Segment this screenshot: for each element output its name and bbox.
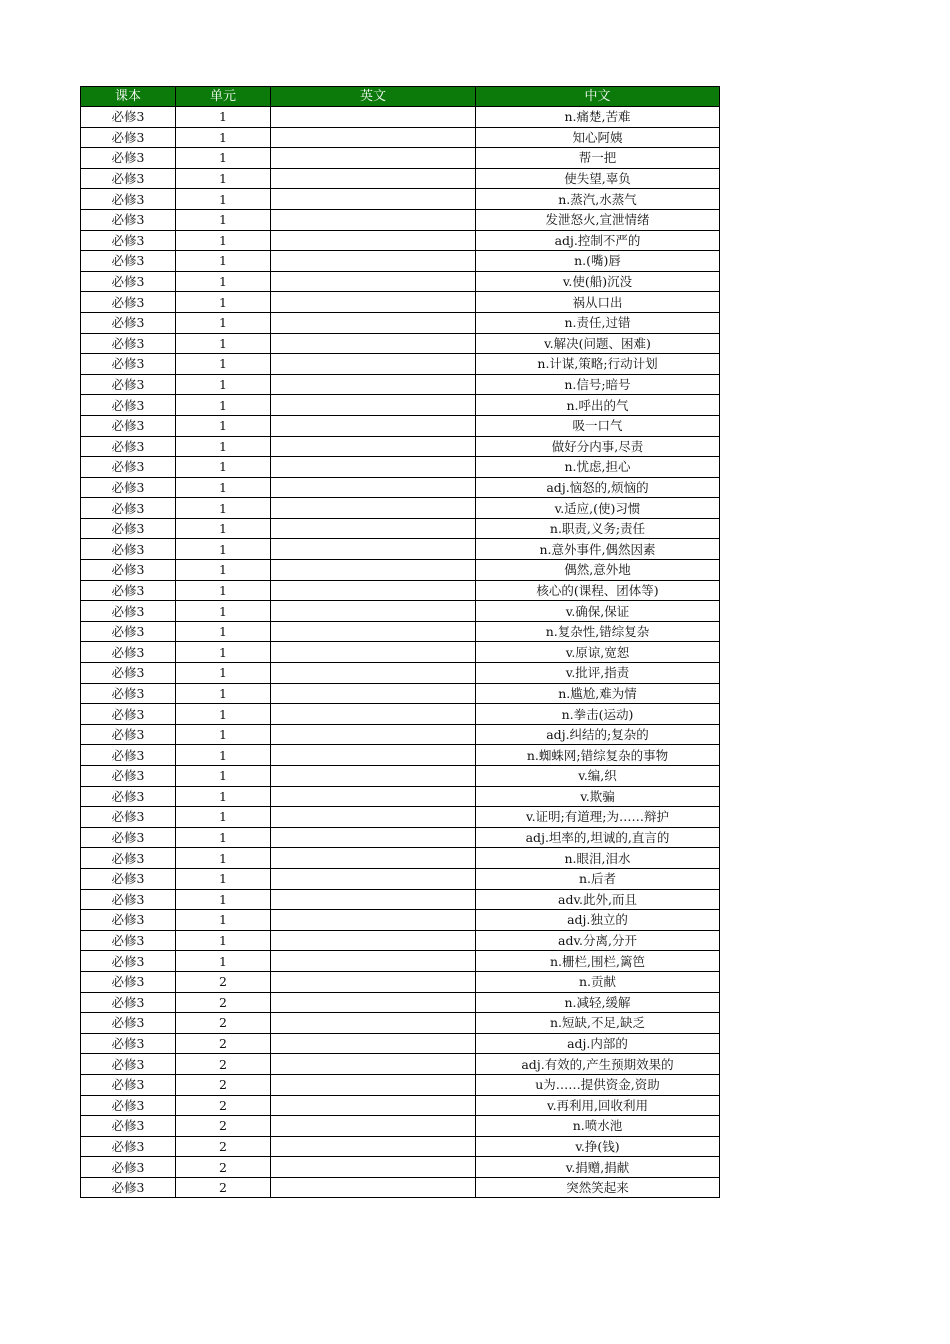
table-row	[81, 292, 720, 313]
cell-english[interactable]	[271, 724, 476, 745]
table-row	[81, 251, 720, 272]
cell-textbook[interactable]: 必修3	[81, 415, 176, 436]
cell-unit[interactable]: 1	[176, 889, 271, 910]
cell-english[interactable]	[271, 148, 476, 169]
cell-unit[interactable]: 1	[176, 168, 271, 189]
cell-english[interactable]	[271, 1157, 476, 1178]
table-row	[81, 971, 720, 992]
cell-unit[interactable]: 1	[176, 580, 271, 601]
cell-english[interactable]	[271, 704, 476, 725]
cell-unit[interactable]: 1	[176, 766, 271, 787]
cell-english[interactable]	[271, 539, 476, 560]
table-row	[81, 951, 720, 972]
cell-unit[interactable]: 1	[176, 292, 271, 313]
cell-textbook[interactable]: 必修3	[81, 395, 176, 416]
cell-chinese[interactable]: n.贡献	[476, 971, 720, 992]
cell-chinese[interactable]: 吸一口气	[476, 415, 720, 436]
cell-english[interactable]	[271, 663, 476, 684]
cell-unit[interactable]: 1	[176, 107, 271, 128]
cell-unit[interactable]: 1	[176, 127, 271, 148]
cell-textbook[interactable]: 必修3	[81, 292, 176, 313]
cell-chinese[interactable]: n.职责,义务;责任	[476, 518, 720, 539]
cell-chinese[interactable]: n.尴尬,难为情	[476, 683, 720, 704]
table-row	[81, 580, 720, 601]
cell-english[interactable]	[271, 848, 476, 869]
cell-textbook[interactable]: 必修3	[81, 436, 176, 457]
cell-chinese[interactable]: n.复杂性,错综复杂	[476, 621, 720, 642]
cell-unit[interactable]: 1	[176, 704, 271, 725]
cell-unit[interactable]: 1	[176, 477, 271, 498]
table-row	[81, 498, 720, 519]
cell-chinese[interactable]: n.蒸汽,水蒸气	[476, 189, 720, 210]
cell-unit[interactable]: 2	[176, 1054, 271, 1075]
table-row	[81, 312, 720, 333]
cell-chinese[interactable]: n.栅栏,围栏,篱笆	[476, 951, 720, 972]
cell-textbook[interactable]: 必修3	[81, 807, 176, 828]
cell-unit[interactable]: 1	[176, 354, 271, 375]
cell-unit[interactable]: 2	[176, 1157, 271, 1178]
cell-english[interactable]	[271, 498, 476, 519]
cell-unit[interactable]: 2	[176, 1033, 271, 1054]
cell-unit[interactable]: 1	[176, 786, 271, 807]
table-row	[81, 271, 720, 292]
cell-textbook[interactable]: 必修3	[81, 477, 176, 498]
cell-english[interactable]	[271, 992, 476, 1013]
table-row	[81, 148, 720, 169]
cell-unit[interactable]: 1	[176, 271, 271, 292]
table-row	[81, 724, 720, 745]
cell-english[interactable]	[271, 807, 476, 828]
cell-english[interactable]	[271, 127, 476, 148]
cell-chinese[interactable]: n.信号;暗号	[476, 374, 720, 395]
cell-english[interactable]	[271, 766, 476, 787]
cell-english[interactable]	[271, 209, 476, 230]
cell-chinese[interactable]: n.计谋,策略;行动计划	[476, 354, 720, 375]
cell-english[interactable]	[271, 1177, 476, 1198]
cell-unit[interactable]: 1	[176, 745, 271, 766]
cell-english[interactable]	[271, 395, 476, 416]
cell-textbook[interactable]: 必修3	[81, 910, 176, 931]
cell-textbook[interactable]: 必修3	[81, 518, 176, 539]
table-row	[81, 168, 720, 189]
cell-unit[interactable]: 1	[176, 868, 271, 889]
table-row	[81, 107, 720, 128]
table-row	[81, 766, 720, 787]
cell-chinese[interactable]: adv.分离,分开	[476, 930, 720, 951]
cell-english[interactable]	[271, 292, 476, 313]
cell-chinese[interactable]: adj.坦率的,坦诚的,直言的	[476, 827, 720, 848]
cell-textbook[interactable]: 必修3	[81, 868, 176, 889]
table-row	[81, 415, 720, 436]
cell-textbook[interactable]: 必修3	[81, 683, 176, 704]
cell-chinese[interactable]: n.意外事件,偶然因素	[476, 539, 720, 560]
table-row	[81, 333, 720, 354]
cell-unit[interactable]: 1	[176, 395, 271, 416]
table-row	[81, 1054, 720, 1075]
cell-unit[interactable]: 2	[176, 992, 271, 1013]
cell-chinese[interactable]: adv.此外,而且	[476, 889, 720, 910]
cell-unit[interactable]: 1	[176, 663, 271, 684]
cell-unit[interactable]: 1	[176, 601, 271, 622]
table-row	[81, 436, 720, 457]
cell-english[interactable]	[271, 1136, 476, 1157]
cell-unit[interactable]: 1	[176, 930, 271, 951]
cell-unit[interactable]: 1	[176, 189, 271, 210]
cell-english[interactable]	[271, 354, 476, 375]
cell-chinese[interactable]: 知心阿姨	[476, 127, 720, 148]
cell-chinese[interactable]: v.再利用,回收利用	[476, 1095, 720, 1116]
cell-english[interactable]	[271, 477, 476, 498]
cell-chinese[interactable]: v.原谅,宽恕	[476, 642, 720, 663]
cell-unit[interactable]: 1	[176, 436, 271, 457]
cell-textbook[interactable]: 必修3	[81, 107, 176, 128]
table-row	[81, 560, 720, 581]
cell-chinese[interactable]: n.眼泪,泪水	[476, 848, 720, 869]
cell-unit[interactable]: 1	[176, 209, 271, 230]
cell-english[interactable]	[271, 1116, 476, 1137]
table-row	[81, 683, 720, 704]
cell-chinese[interactable]: n.喷水池	[476, 1116, 720, 1137]
cell-textbook[interactable]: 必修3	[81, 848, 176, 869]
table-row	[81, 663, 720, 684]
cell-textbook[interactable]: 必修3	[81, 1033, 176, 1054]
cell-chinese[interactable]: 做好分内事,尽责	[476, 436, 720, 457]
cell-textbook[interactable]: 必修3	[81, 704, 176, 725]
table-body	[81, 107, 720, 1198]
table-row	[81, 230, 720, 251]
cell-textbook[interactable]: 必修3	[81, 580, 176, 601]
table-row	[81, 477, 720, 498]
cell-unit[interactable]: 1	[176, 457, 271, 478]
table-row	[81, 704, 720, 725]
cell-english[interactable]	[271, 107, 476, 128]
cell-chinese[interactable]: adj.控制不严的	[476, 230, 720, 251]
cell-textbook[interactable]: 必修3	[81, 663, 176, 684]
cell-textbook[interactable]: 必修3	[81, 1054, 176, 1075]
cell-textbook[interactable]: 必修3	[81, 930, 176, 951]
cell-textbook[interactable]: 必修3	[81, 786, 176, 807]
cell-textbook[interactable]: 必修3	[81, 621, 176, 642]
cell-english[interactable]	[271, 889, 476, 910]
cell-textbook[interactable]: 必修3	[81, 271, 176, 292]
cell-textbook[interactable]: 必修3	[81, 1013, 176, 1034]
cell-textbook[interactable]: 必修3	[81, 312, 176, 333]
cell-chinese[interactable]: v.欺骗	[476, 786, 720, 807]
cell-english[interactable]	[271, 930, 476, 951]
cell-chinese[interactable]: adj.有效的,产生预期效果的	[476, 1054, 720, 1075]
cell-english[interactable]	[271, 560, 476, 581]
cell-unit[interactable]: 2	[176, 1177, 271, 1198]
cell-english[interactable]	[271, 168, 476, 189]
cell-textbook[interactable]: 必修3	[81, 457, 176, 478]
cell-textbook[interactable]: 必修3	[81, 971, 176, 992]
table-row	[81, 518, 720, 539]
table-row	[81, 1095, 720, 1116]
cell-chinese[interactable]: adj.恼怒的,烦恼的	[476, 477, 720, 498]
cell-english[interactable]	[271, 580, 476, 601]
cell-chinese[interactable]: v.编,织	[476, 766, 720, 787]
header-textbook: 课本	[81, 87, 176, 107]
cell-chinese[interactable]: 发泄怒火,宣泄情绪	[476, 209, 720, 230]
table-row	[81, 1033, 720, 1054]
cell-unit[interactable]: 2	[176, 1013, 271, 1034]
table-row	[81, 209, 720, 230]
cell-textbook[interactable]: 必修3	[81, 148, 176, 169]
cell-english[interactable]	[271, 374, 476, 395]
cell-chinese[interactable]: n.短缺,不足,缺乏	[476, 1013, 720, 1034]
cell-textbook[interactable]: 必修3	[81, 498, 176, 519]
table-row	[81, 992, 720, 1013]
cell-textbook[interactable]: 必修3	[81, 168, 176, 189]
cell-unit[interactable]: 2	[176, 1116, 271, 1137]
cell-unit[interactable]: 1	[176, 498, 271, 519]
table-row	[81, 930, 720, 951]
cell-chinese[interactable]: v.确保,保证	[476, 601, 720, 622]
cell-chinese[interactable]: v.证明;有道理;为……辩护	[476, 807, 720, 828]
cell-english[interactable]	[271, 827, 476, 848]
cell-textbook[interactable]: 必修3	[81, 1157, 176, 1178]
cell-unit[interactable]: 1	[176, 415, 271, 436]
table-row	[81, 621, 720, 642]
cell-english[interactable]	[271, 1013, 476, 1034]
table-row	[81, 1177, 720, 1198]
cell-unit[interactable]: 2	[176, 971, 271, 992]
table-row	[81, 848, 720, 869]
cell-unit[interactable]: 1	[176, 251, 271, 272]
cell-unit[interactable]: 1	[176, 230, 271, 251]
table-row	[81, 457, 720, 478]
header-chinese: 中文	[476, 87, 720, 107]
cell-english[interactable]	[271, 312, 476, 333]
cell-textbook[interactable]: 必修3	[81, 230, 176, 251]
vocabulary-table	[80, 86, 720, 1198]
cell-chinese[interactable]: n.责任,过错	[476, 312, 720, 333]
cell-textbook[interactable]: 必修3	[81, 209, 176, 230]
cell-textbook[interactable]: 必修3	[81, 127, 176, 148]
cell-chinese[interactable]: n.(嘴)唇	[476, 251, 720, 272]
cell-unit[interactable]: 2	[176, 1095, 271, 1116]
cell-english[interactable]	[271, 436, 476, 457]
cell-chinese[interactable]: n.减轻,缓解	[476, 992, 720, 1013]
cell-english[interactable]	[271, 457, 476, 478]
cell-english[interactable]	[271, 910, 476, 931]
cell-chinese[interactable]: v.批评,指责	[476, 663, 720, 684]
cell-textbook[interactable]: 必修3	[81, 951, 176, 972]
cell-english[interactable]	[271, 1095, 476, 1116]
cell-unit[interactable]: 1	[176, 621, 271, 642]
cell-unit[interactable]: 1	[176, 807, 271, 828]
cell-unit[interactable]: 2	[176, 1074, 271, 1095]
cell-textbook[interactable]: 必修3	[81, 1177, 176, 1198]
cell-english[interactable]	[271, 642, 476, 663]
cell-textbook[interactable]: 必修3	[81, 560, 176, 581]
table-row	[81, 354, 720, 375]
cell-english[interactable]	[271, 601, 476, 622]
cell-chinese[interactable]: u为……提供资金,资助	[476, 1074, 720, 1095]
cell-english[interactable]	[271, 415, 476, 436]
table-row	[81, 127, 720, 148]
cell-unit[interactable]: 1	[176, 560, 271, 581]
cell-english[interactable]	[271, 683, 476, 704]
table-row	[81, 189, 720, 210]
cell-english[interactable]	[271, 333, 476, 354]
cell-unit[interactable]: 1	[176, 642, 271, 663]
cell-english[interactable]	[271, 1074, 476, 1095]
table-row	[81, 1013, 720, 1034]
cell-textbook[interactable]: 必修3	[81, 1116, 176, 1137]
table-row	[81, 395, 720, 416]
header-unit: 单元	[176, 87, 271, 107]
cell-chinese[interactable]: n.忧虑,担心	[476, 457, 720, 478]
cell-textbook[interactable]: 必修3	[81, 745, 176, 766]
cell-english[interactable]	[271, 745, 476, 766]
cell-unit[interactable]: 1	[176, 724, 271, 745]
table-row	[81, 868, 720, 889]
cell-chinese[interactable]: adj.纠结的;复杂的	[476, 724, 720, 745]
table-row	[81, 827, 720, 848]
cell-chinese[interactable]: v.挣(钱)	[476, 1136, 720, 1157]
cell-chinese[interactable]: n.拳击(运动)	[476, 704, 720, 725]
cell-chinese[interactable]: 突然笑起来	[476, 1177, 720, 1198]
table-row	[81, 539, 720, 560]
cell-chinese[interactable]: v.使(船)沉没	[476, 271, 720, 292]
cell-chinese[interactable]: v.解决(问题、困难)	[476, 333, 720, 354]
cell-chinese[interactable]: 偶然,意外地	[476, 560, 720, 581]
cell-english[interactable]	[271, 518, 476, 539]
cell-chinese[interactable]: n.后者	[476, 868, 720, 889]
cell-unit[interactable]: 1	[176, 374, 271, 395]
cell-chinese[interactable]: adj.内部的	[476, 1033, 720, 1054]
cell-textbook[interactable]: 必修3	[81, 766, 176, 787]
cell-english[interactable]	[271, 951, 476, 972]
cell-textbook[interactable]: 必修3	[81, 642, 176, 663]
cell-chinese[interactable]: n.痛楚,苦难	[476, 107, 720, 128]
cell-english[interactable]	[271, 786, 476, 807]
table-row	[81, 601, 720, 622]
table-row	[81, 1116, 720, 1137]
cell-english[interactable]	[271, 189, 476, 210]
cell-chinese[interactable]: n.蜘蛛网;错综复杂的事物	[476, 745, 720, 766]
cell-unit[interactable]: 1	[176, 683, 271, 704]
cell-chinese[interactable]: adj.独立的	[476, 910, 720, 931]
cell-unit[interactable]: 1	[176, 333, 271, 354]
cell-textbook[interactable]: 必修3	[81, 333, 176, 354]
cell-unit[interactable]: 1	[176, 848, 271, 869]
cell-unit[interactable]: 1	[176, 951, 271, 972]
cell-textbook[interactable]: 必修3	[81, 1136, 176, 1157]
cell-chinese[interactable]: 帮一把	[476, 148, 720, 169]
cell-unit[interactable]: 1	[176, 518, 271, 539]
header-row	[81, 87, 720, 107]
cell-chinese[interactable]: v.适应,(使)习惯	[476, 498, 720, 519]
cell-textbook[interactable]: 必修3	[81, 601, 176, 622]
table-row	[81, 745, 720, 766]
table-row	[81, 374, 720, 395]
cell-textbook[interactable]: 必修3	[81, 374, 176, 395]
cell-english[interactable]	[271, 1054, 476, 1075]
table-row	[81, 1136, 720, 1157]
cell-textbook[interactable]: 必修3	[81, 189, 176, 210]
cell-chinese[interactable]: 使失望,辜负	[476, 168, 720, 189]
table-row	[81, 1157, 720, 1178]
cell-unit[interactable]: 1	[176, 827, 271, 848]
cell-textbook[interactable]: 必修3	[81, 827, 176, 848]
cell-textbook[interactable]: 必修3	[81, 889, 176, 910]
table-row	[81, 889, 720, 910]
cell-english[interactable]	[271, 971, 476, 992]
cell-textbook[interactable]: 必修3	[81, 992, 176, 1013]
cell-english[interactable]	[271, 271, 476, 292]
cell-unit[interactable]: 1	[176, 910, 271, 931]
cell-unit[interactable]: 2	[176, 1136, 271, 1157]
cell-unit[interactable]: 1	[176, 312, 271, 333]
cell-chinese[interactable]: n.呼出的气	[476, 395, 720, 416]
cell-textbook[interactable]: 必修3	[81, 539, 176, 560]
table-header	[81, 87, 720, 107]
cell-chinese[interactable]: 祸从口出	[476, 292, 720, 313]
cell-english[interactable]	[271, 621, 476, 642]
table-row	[81, 910, 720, 931]
cell-english[interactable]	[271, 230, 476, 251]
table-row	[81, 1074, 720, 1095]
cell-textbook[interactable]: 必修3	[81, 1074, 176, 1095]
cell-unit[interactable]: 1	[176, 539, 271, 560]
cell-chinese[interactable]: v.捐赠,捐献	[476, 1157, 720, 1178]
cell-english[interactable]	[271, 1033, 476, 1054]
cell-textbook[interactable]: 必修3	[81, 354, 176, 375]
table-row	[81, 807, 720, 828]
cell-unit[interactable]: 1	[176, 148, 271, 169]
cell-textbook[interactable]: 必修3	[81, 251, 176, 272]
cell-textbook[interactable]: 必修3	[81, 1095, 176, 1116]
cell-english[interactable]	[271, 251, 476, 272]
cell-chinese[interactable]: 核心的(课程、团体等)	[476, 580, 720, 601]
table-row	[81, 786, 720, 807]
cell-english[interactable]	[271, 868, 476, 889]
header-english: 英文	[271, 87, 476, 107]
cell-textbook[interactable]: 必修3	[81, 724, 176, 745]
table-row	[81, 642, 720, 663]
